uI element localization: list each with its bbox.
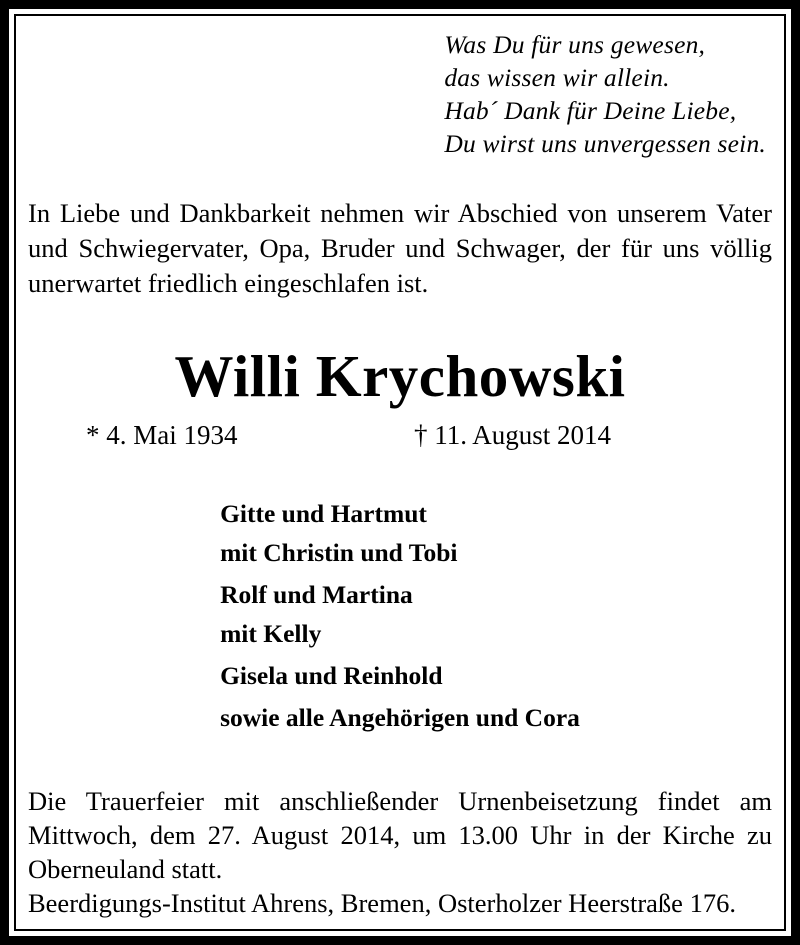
family-line: Rolf und Martina bbox=[220, 580, 413, 609]
deceased-name: Willi Krychowski bbox=[174, 343, 626, 409]
family-line: Gitte und Hartmut bbox=[220, 499, 427, 528]
poem-line-1: Was Du für uns gewesen, bbox=[444, 30, 706, 59]
surviving-family-list bbox=[220, 491, 580, 737]
memorial-poem-text bbox=[444, 28, 766, 160]
birth-date: * 4. Mai 1934 bbox=[86, 420, 238, 450]
memorial-poem bbox=[28, 16, 772, 160]
poem-line-3: Hab´ Dank für Deine Liebe, bbox=[444, 96, 737, 125]
death-date: † 11. August 2014 bbox=[414, 420, 612, 450]
family-line: mit Christin und Tobi bbox=[220, 538, 458, 567]
poem-line-2: das wissen wir allein. bbox=[444, 63, 670, 92]
life-dates bbox=[28, 407, 772, 452]
family-line: Gisela und Reinhold bbox=[220, 661, 443, 690]
funeral-home-details: Beerdigungs-Institut Ahrens, Bremen, Osterholzer Heerstraße 176. bbox=[28, 888, 736, 918]
family-line: mit Kelly bbox=[220, 619, 322, 648]
surviving-family-block bbox=[28, 452, 772, 737]
poem-line-4: Du wirst uns unvergessen sein. bbox=[444, 129, 766, 158]
ceremony-details: Die Trauerfeier mit anschließender Urnenbeisetzung findet am Mittwoch, dem 27. August 2014, um 13.00 Uhr in der Kirche zu Oberneuland statt. bbox=[28, 786, 772, 884]
notice-content bbox=[16, 16, 784, 929]
family-line: sowie alle Angehörigen und Cora bbox=[220, 703, 580, 732]
farewell-intro-paragraph: In Liebe und Dankbarkeit nehmen wir Abschied von unserem Vater und Schwiegervater, Opa, Bruder und Schwager, der für uns völlig unerwartet friedlich eingeschlafen ist. bbox=[28, 198, 772, 298]
